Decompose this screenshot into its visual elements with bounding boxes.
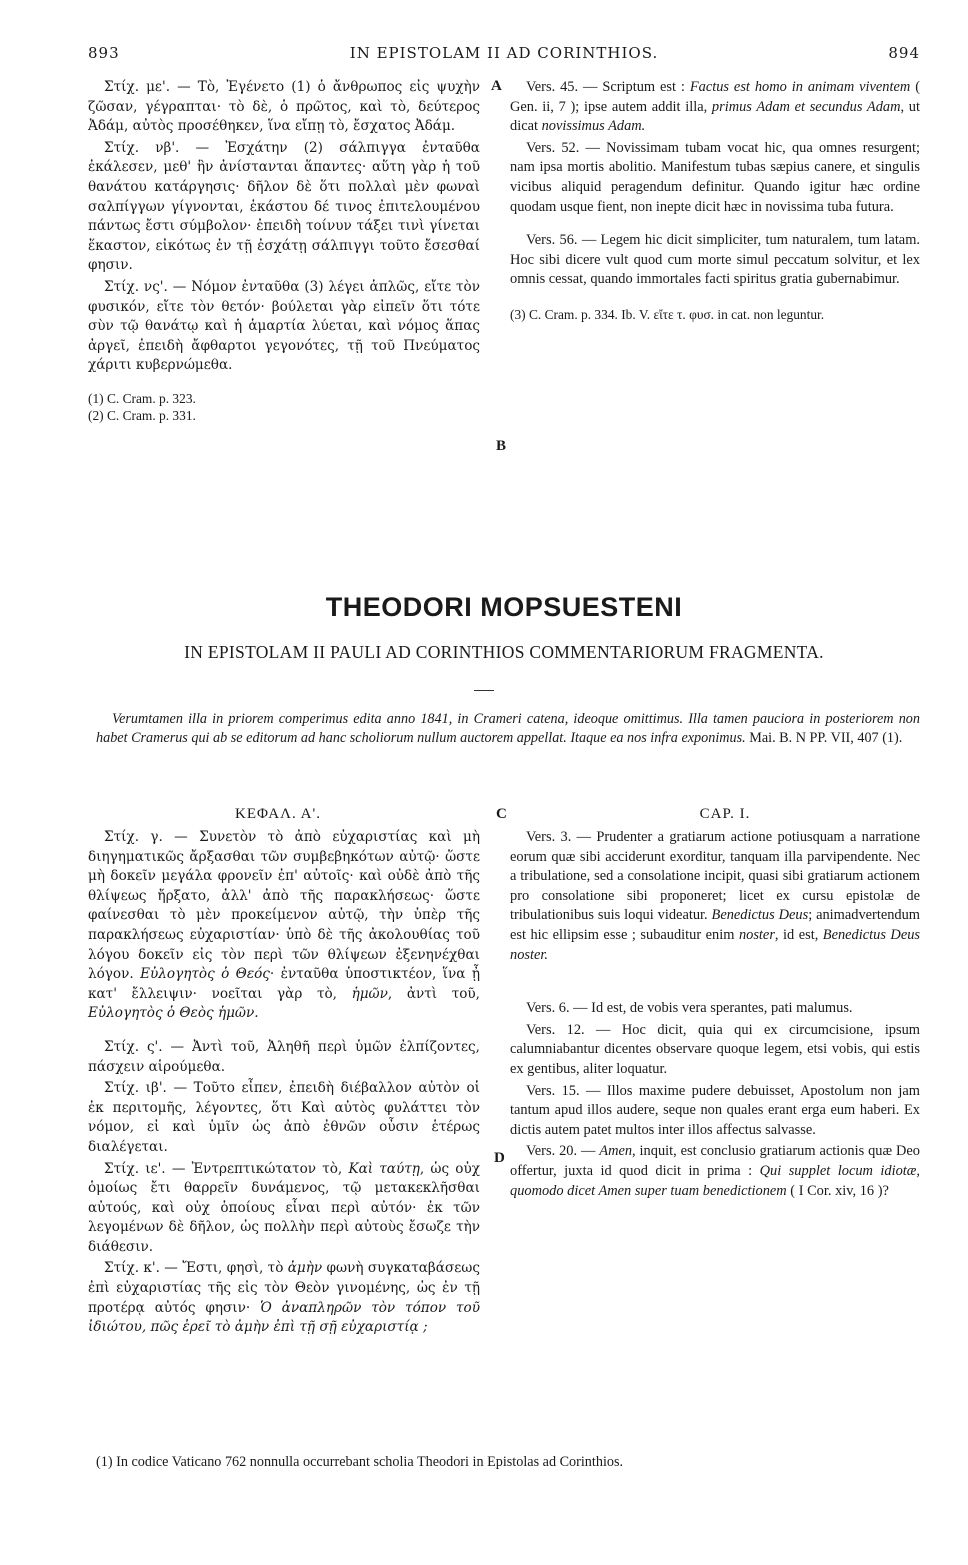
greek-verse-6: Στίχ. ς'. — Ἀντὶ τοῦ, Ἀληθῆ περὶ ὑμῶν ἐλπίζοντες, πάσχειν αἱρούμεθα. [88,1038,480,1075]
intro-paragraph: Verumtamen illa in priorem comperimus edita anno 1841, in Crameri catena, ideoque omittimus. Illa tamen pauciora in posteriorem non habet Cramerus qui ab se editorum ad hanc scholiorum nullum auctorem appellat. Itaque ea nos infra exponimus. Mai. B. N PP. VII, 407 (1). [96,711,920,746]
bottom-latin-column [510,828,920,1203]
latin-verse-56: Vers. 56. — Legem hic dicit simpliciter, tum naturalem, tum latam. Hoc sibi dicere vult quod cum morte simul peccatum solvitur, et lex omnis cessat, quando immortales facti spiritus gratia gubernabimur. [510,232,920,288]
footnote-2: (2) C. Cram. p. 331. [88,407,196,423]
page-number-right: 894 [888,44,920,62]
sub-title: IN EPISTOLAM II PAULI AD CORINTHIOS COMMENTARIORUM FRAGMENTA. [184,642,824,662]
greek-verse-56: Στίχ. νς'. — Νόμον ἐνταῦθα (3) λέγει ἁπλῶς, εἴτε τὸν φυσικόν, εἴτε τὸν θετόν· βούλεται γὰρ εἰπεῖν ὅτι τότε σὺν τῷ θανάτῳ καὶ ἡ ἁμαρτία λύεται, καὶ νόμος ἅπας ἀργεῖ, ἐπειδὴ ἄφθαρτοι γεγονότες, τῇ τοῦ Πνεύματος χάριτι κυβερνώμεθα. [88,278,480,374]
top-latin-column [510,78,920,323]
footnote-3: (3) C. Cram. p. 334. Ib. V. εἴτε τ. φυσ. in cat. non leguntur. [510,306,825,322]
running-title: IN EPISTOLAM II AD CORINTHIOS. [349,44,659,62]
chapter-heading-latin: CAP. I. [699,806,751,822]
section-marker-d: D [494,1150,505,1166]
footnotes-left [88,390,480,424]
bottom-footnote: (1) In codice Vaticano 762 nonnulla occurrebant scholia Theodori in Epistolas ad Corinthios. [96,1454,624,1470]
greek-verse-3: Στίχ. γ. — Συνετὸν τὸ ἀπὸ εὐχαριστίας καὶ μὴ διηγηματικῶς ἄρξασθαι τῶν συμβεβηκότων αὐτῷ· ὥστε μὴ δοκεῖν μεγάλα φρονεῖν ἐπ' αὐτοῖς· καὶ οὐδὲ ἀπὸ τῆς θλίψεως ἤρξατο, ἀλλ' ἀπὸ τῆς παρακλήσεως· ὥστε φαίνεσθαι τὸ μὲν προκείμενον αὐτῷ, τὴν ὑπὲρ τῆς παρακλήσεως εὐχαριστίαν· ὑπὸ δὲ τῆς ἀκολουθίας τοῦ λόγου δοκεῖν εἰς τὸν περὶ τῶν θλίψεων ἐξενηνέχθαι λόγον. Εὐλογητὸς ὁ Θεός· ἐνταῦθα ὑποστικτέον, ἵνα ᾖ κατ' ἔλλειψιν· νοεῖται γὰρ τὸ, ἡμῶν, ἀντὶ τοῦ, Εὐλογητὸς ὁ Θεὸς ἡμῶν. [88,829,481,1022]
section-marker-a: A [491,78,502,94]
greek-verse-20: Στίχ. κ'. — Ἔστι, φησὶ, τὸ ἀμὴν φωνὴ συγκαταβάσεως ἐπὶ εὐχαριστίας τῆς εἰς τὸν Θεὸν γινομένης, ὡς ἐν τῇ προτέρᾳ αὐτός φησιν· Ὁ ἀναπληρῶν τὸν τόπον τοῦ ἰδιώτου, πῶς ἐρεῖ τὸ ἀμὴν ἐπὶ τῇ σῇ εὐχαριστίᾳ ; [88,1260,480,1336]
latin-verse-20: Vers. 20. — Amen, inquit, est conclusio gratiarum actionis quæ Deo offertur, juxta id quod dicit in prima : Qui supplet locum idiotæ, quomodo dicet Amen super tuam benedictionem ( I Cor. xiv, 16 )? [510,1143,920,1199]
footnote-1: (1) C. Cram. p. 323. [88,390,196,406]
top-greek-column [88,78,480,424]
section-marker-b: B [496,438,507,454]
title-rule [474,690,494,691]
latin-verse-3: Vers. 3. — Prudenter a gratiarum actione potiusquam a narratione eorum quæ sibi acciderunt exorditur, tanquam illa parvipendente. Nec a tribulatione, sed a consolatione incipit, quasi sibi gratiarum actionem pro consolatione sibi proponeret; licet ex cursu epistolæ de tribulationibus suis loqui videatur. Benedictus Deus; animadvertendum est hic ellipsim esse ; subauditur enim noster, id est, Benedictus Deus noster. [510,829,921,963]
latin-verse-52: Vers. 52. — Novissimam tubam vocat hic, qua omnes resurgent; nam ipsa mortis abolitio. Manifestum tubas sæpius canere, et singulis vicibus aliquid peragendum definitur. Quando igitur hæc ordine quodam usque fient, non inepte dicit hæc in novissima tuba futura. [510,139,920,215]
latin-verse-12: Vers. 12. — Hoc dicit, quia qui ex circumcisione, ipsum calumniabantur dicentes observare quoque legem, etsi vobis, qui estis ex gentibus, aliter loquatur. [510,1021,920,1077]
running-head [88,44,920,70]
greek-verse-45: Στίχ. με'. — Τὸ, Ἐγένετο (1) ὁ ἄνθρωπος εἰς ψυχὴν ζῶσαν, γέγραπται· τὸ δὲ, ὁ πρῶτος, καὶ τὸ, δεύτερος Ἀδάμ, αὐτὸς προσέθηκεν, ἵνα εἴπῃ τὸ, ἔσχατος Ἀδάμ. [88,79,480,135]
section-marker-c: C [496,806,507,822]
bottom-greek-column [88,828,480,1340]
latin-verse-6: Vers. 6. — Id est, de vobis vera sperantes, pati malumus. [526,1000,853,1017]
greek-verse-52: Στίχ. νβ'. — Ἐσχάτην (2) σάλπιγγα ἐνταῦθα ἐκάλεσεν, μεθ' ἣν ἀνίστανται ἅπαντες· αὕτη γὰρ ἡ τοῦ θανάτου κατάργησις· δῆλον δὲ ὅτι πολλαὶ μὲν φωναὶ σαλπίγγων γίγνονται, ἑκάστου δέ τινος ἐπιτελουμένου πάντως ἔστι σύμβολον· ἐπειδὴ τοίνυν τάξει τινὶ γίνεται ἕκαστον, εἰκότως ἐν τῇ ἐσχάτῃ σάλπιγγι τοῦτο ἔσεσθαί φησιν. [88,139,480,274]
main-title: THEODORI MOPSUESTENI [325,592,683,622]
greek-verse-12: Στίχ. ιβ'. — Τοῦτο εἶπεν, ἐπειδὴ διέβαλλον αὐτὸν οἱ ἐκ περιτομῆς, λέγοντες, ὅτι Καὶ αὐτὸς φυλάττει τὸν νόμον, εἰ καὶ ὑμῖν ὡς ἀπὸ ἐθνῶν οὖσιν ἑτέρως διαλέγεται. [88,1080,480,1155]
greek-verse-15: Στίχ. ιε'. — Ἐντρεπτικώτατον τὸ, Καὶ ταύτῃ, ὡς οὐχ ὁμοίως ἔτι θαρρεῖν δυνάμενος, τῷ μετακεκλῆσθαι αὐτούς, καὶ οὐχ ὁποίους εἶναι περὶ αὐτόν· ἐκ τῶν λεγομένων δὲ δῆλον, ὡς πολλὴν περὶ αὐτοὺς ἔσωζε τὴν διάθεσιν. [88,1160,480,1255]
page-number-left: 893 [88,44,120,62]
chapter-heading-greek: ΚΕΦΑΛ. Α'. [235,806,321,822]
latin-verse-15: Vers. 15. — Illos maxime pudere debuisset, Apostolum non jam tantum apud illos audere, seque non quales erant erga eum haberi. Ex dictis autem patet multos inter illos affectus salvasse. [510,1082,920,1138]
latin-verse-45: Vers. 45. — Scriptum est : Factus est homo in animam viventem ( Gen. ii, 7 ); ipse autem addit illa, primus Adam et secundus Adam, ut dicat novissimus Adam. [510,79,920,135]
